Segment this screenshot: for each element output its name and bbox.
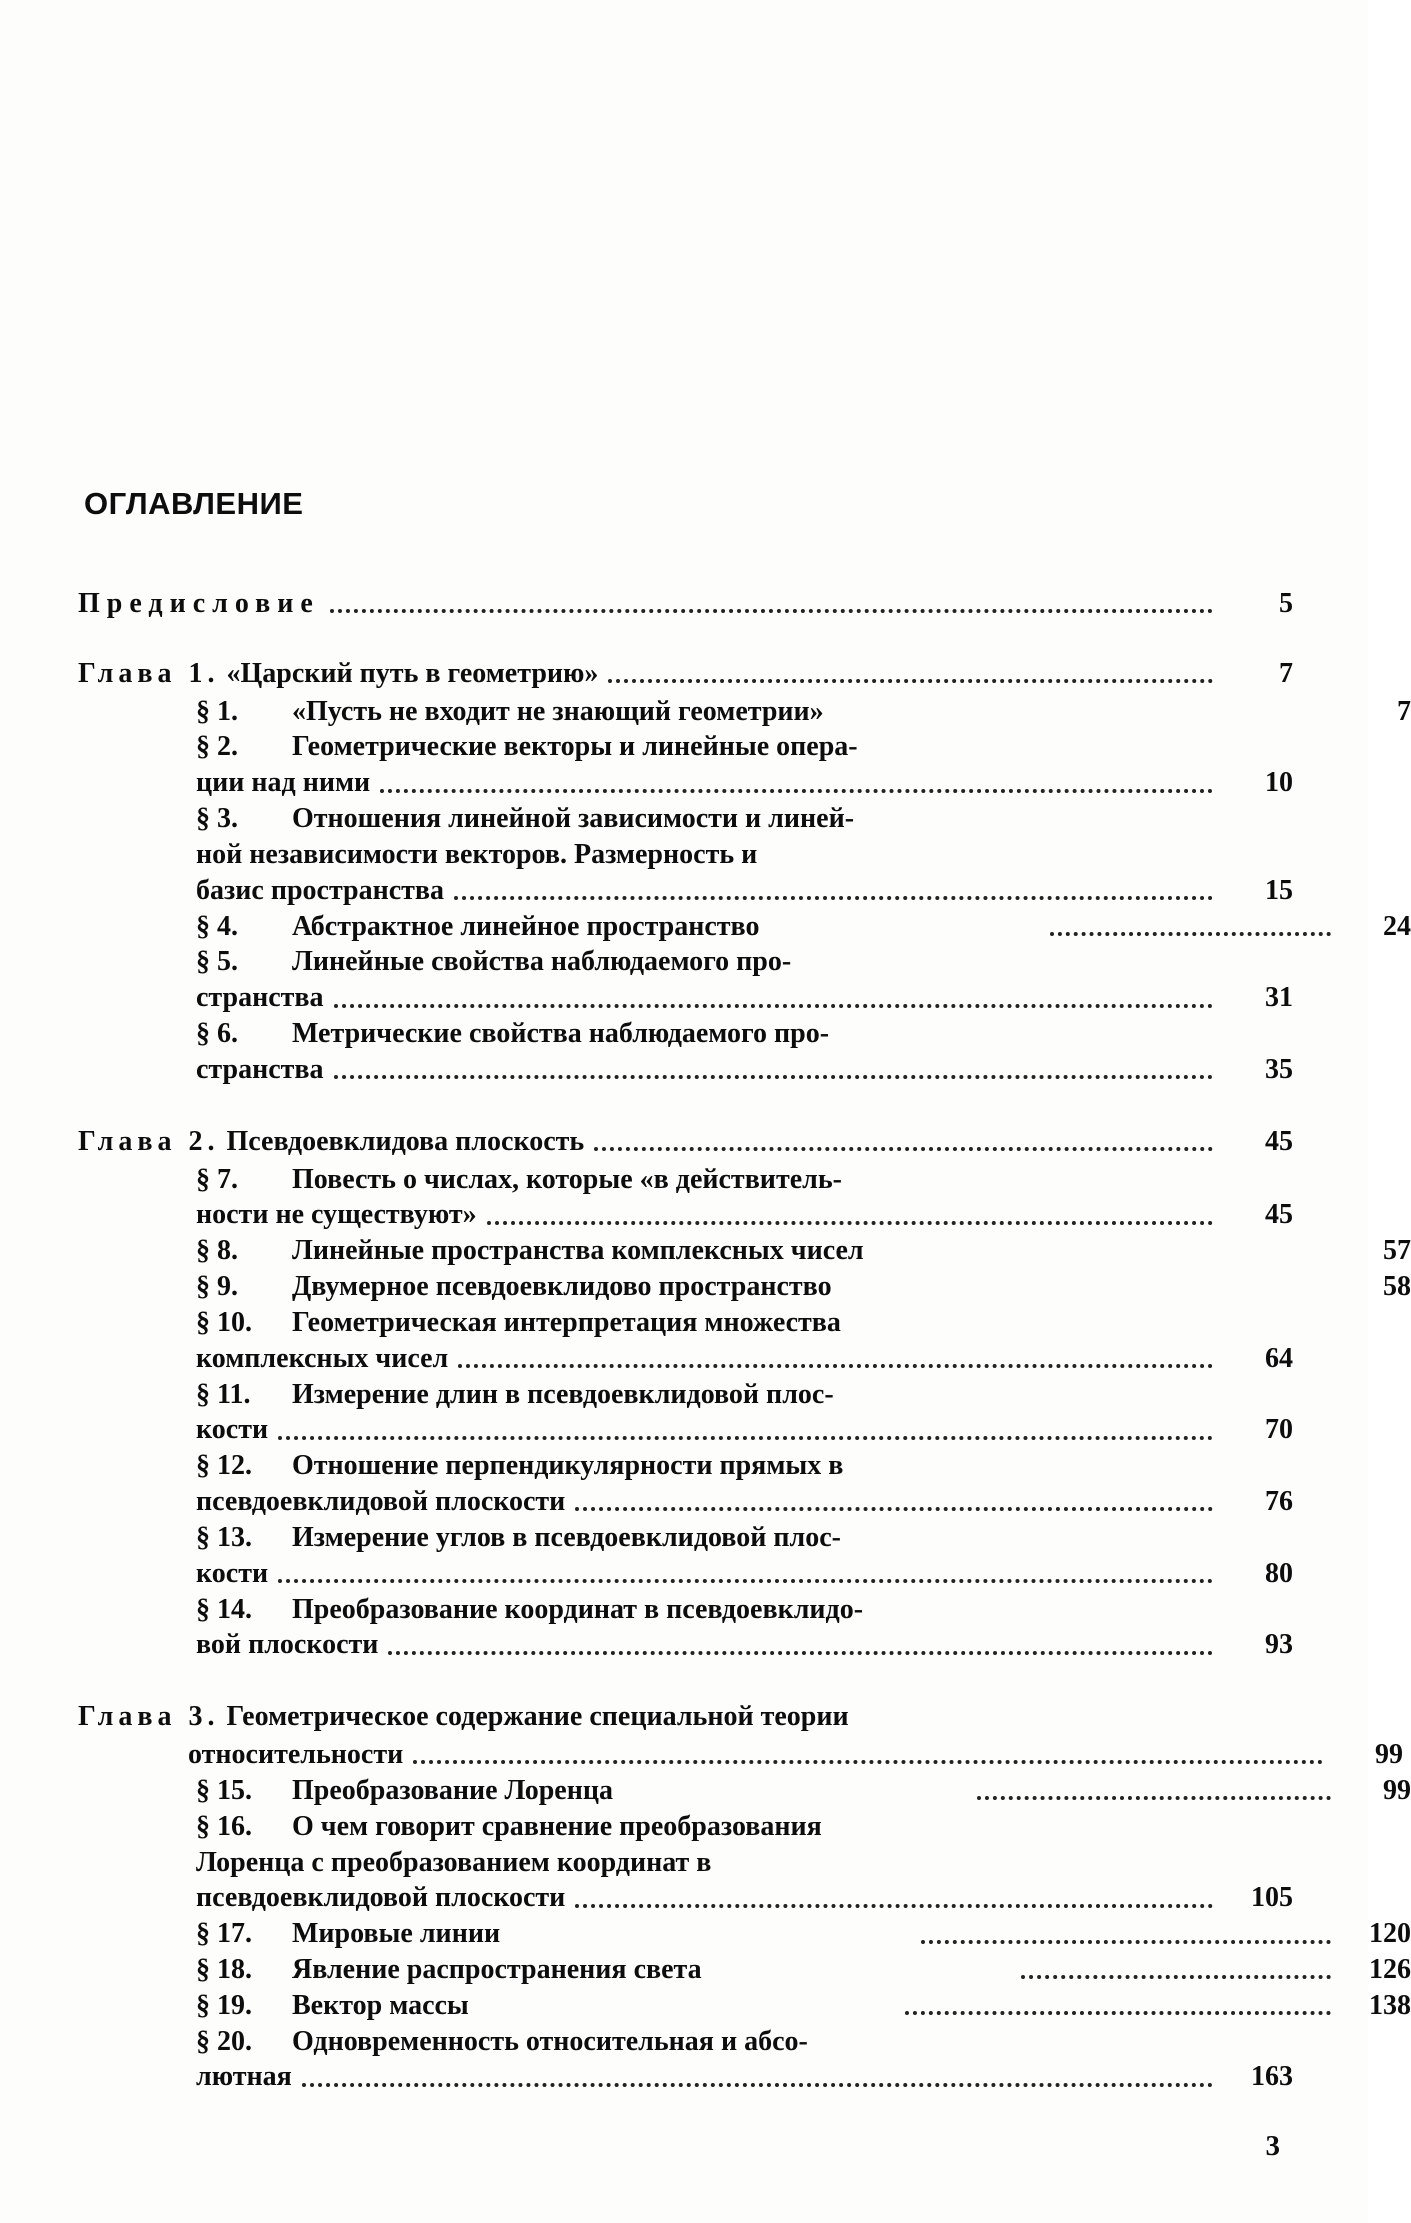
section-20-text-line2: лютная — [196, 2061, 292, 2093]
section-3-mark: § 3. — [196, 803, 238, 835]
toc-entry-section-13[interactable] — [78, 1520, 1293, 1592]
chapter-3-title: Геометрическое содержание специальной теории — [226, 1701, 849, 1733]
section-13-line-1 — [196, 1520, 1293, 1556]
spacer — [78, 1094, 1293, 1124]
dot-leader — [454, 881, 1213, 909]
section-11-line-1 — [196, 1377, 1293, 1413]
dot-leader — [458, 1349, 1213, 1377]
dot-leader — [1050, 916, 1331, 944]
dot-leader — [905, 1996, 1331, 2024]
footer-page-number: 3 — [1265, 2130, 1280, 2162]
section-9-text: Двумерное псевдоевклидово пространство — [292, 1271, 832, 1303]
section-8-mark: § 8. — [196, 1235, 238, 1267]
dot-leader — [608, 664, 1213, 692]
section-11-page: 70 — [1265, 1414, 1293, 1446]
toc-entry-section-15[interactable] — [78, 1773, 1411, 1809]
dot-leader — [575, 1492, 1213, 1520]
dot-leader — [1021, 1960, 1331, 1988]
chapter-2-title: Псевдоевклидова плоскость — [226, 1125, 585, 1157]
section-4-page: 24 — [1383, 910, 1411, 942]
toc-entry-section-14[interactable] — [78, 1592, 1293, 1664]
toc-entry-section-20[interactable] — [78, 2024, 1293, 2096]
chapter-1-label — [78, 656, 598, 692]
toc-entry-section-17[interactable] — [78, 1916, 1411, 1952]
section-3-text-line2: ной независимости векторов. Размерность и — [196, 838, 758, 870]
section-19-page: 138 — [1369, 1989, 1411, 2021]
section-7-text-line1: Повесть о числах, которые «в действитель- — [292, 1163, 842, 1195]
chapter-2-label — [78, 1124, 584, 1160]
toc-entry-section-8[interactable] — [78, 1233, 1411, 1269]
chapter-1-prefix: Глава 1. — [78, 657, 220, 689]
section-13-mark: § 13. — [196, 1521, 252, 1553]
chapter-3-label — [78, 1699, 849, 1735]
section-12-text-line2: псевдоевклидовой плоскости — [196, 1486, 566, 1518]
toc-entry-section-6[interactable] — [78, 1016, 1293, 1088]
dot-leader — [977, 1781, 1331, 1809]
section-2-line-2 — [196, 765, 1293, 801]
section-7-text-line2: ности не существуют» — [196, 1199, 477, 1231]
dot-leader — [330, 594, 1213, 622]
section-5-mark: § 5. — [196, 946, 238, 978]
section-15-page: 99 — [1383, 1774, 1411, 1806]
dot-leader — [278, 1420, 1213, 1448]
section-5-line-1 — [196, 944, 1293, 980]
preface-label: Предисловие — [78, 588, 320, 619]
chapter-heading-3-line2 — [78, 1737, 1403, 1773]
dot-leader — [334, 1060, 1213, 1088]
toc-entry-section-5[interactable] — [78, 944, 1293, 1016]
section-7-page: 45 — [1265, 1199, 1293, 1231]
section-6-line-1 — [196, 1016, 1293, 1052]
section-16-line-3 — [196, 1880, 1293, 1916]
section-6-line-2 — [196, 1052, 1293, 1088]
section-1-page: 7 — [1397, 695, 1411, 727]
section-20-line-1 — [196, 2024, 1293, 2060]
section-13-line-2 — [196, 1556, 1293, 1592]
toc-entry-section-7[interactable] — [78, 1162, 1293, 1234]
section-12-line-1 — [196, 1448, 1293, 1484]
section-5-text-line2: странства — [196, 982, 324, 1014]
section-13-text-line2: кости — [196, 1557, 269, 1589]
chapter-2-block — [78, 1124, 1411, 1663]
section-18-text: Явление распространения света — [292, 1953, 702, 1985]
section-3-line-1 — [196, 801, 1293, 837]
section-5-line-2 — [196, 980, 1293, 1016]
dot-leader — [413, 1745, 1323, 1773]
section-10-line-2 — [196, 1341, 1293, 1377]
section-18-mark: § 18. — [196, 1953, 252, 1985]
toc-entry-section-12[interactable] — [78, 1448, 1293, 1520]
chapter-2-page: 45 — [1265, 1125, 1293, 1157]
section-11-text-line1: Измерение длин в псевдоевклидовой плос- — [292, 1378, 834, 1410]
section-12-mark: § 12. — [196, 1450, 252, 1482]
section-16-text-line3: псевдоевклидовой плоскости — [196, 1882, 566, 1914]
toc-entry-section-2[interactable] — [78, 729, 1293, 801]
toc-entry-section-1[interactable] — [78, 694, 1411, 730]
section-12-page: 76 — [1265, 1486, 1293, 1518]
section-20-page: 163 — [1251, 2061, 1293, 2093]
section-10-line-1 — [196, 1305, 1293, 1341]
section-3-text-line3: базис пространства — [196, 874, 445, 906]
section-17-text: Мировые линии — [292, 1918, 501, 1950]
toc-entry-section-3[interactable] — [78, 801, 1293, 908]
section-17-mark: § 17. — [196, 1918, 252, 1950]
section-16-mark: § 16. — [196, 1810, 252, 1842]
toc-content — [78, 486, 1411, 2101]
toc-entry-section-10[interactable] — [78, 1305, 1293, 1377]
section-7-line-1 — [196, 1162, 1293, 1198]
dot-leader — [487, 1205, 1213, 1233]
section-17-page: 120 — [1369, 1918, 1411, 1950]
section-2-text-line1: Геометрические векторы и линейные опера- — [292, 731, 858, 763]
section-13-page: 80 — [1265, 1557, 1293, 1589]
toc-entry-section-19[interactable] — [78, 1988, 1411, 2024]
section-16-text-line1: О чем говорит сравнение преобразования — [292, 1810, 822, 1842]
section-8-text: Линейные пространства комплексных чисел — [292, 1235, 864, 1267]
section-4-mark: § 4. — [196, 910, 238, 942]
section-6-mark: § 6. — [196, 1018, 238, 1050]
dot-leader — [921, 1924, 1331, 1952]
dot-leader — [388, 1635, 1213, 1663]
preface-page: 5 — [1279, 588, 1293, 619]
section-11-text-line2: кости — [196, 1414, 269, 1446]
section-7-mark: § 7. — [196, 1163, 238, 1195]
section-2-text-line2: ции над ними — [196, 767, 371, 799]
section-10-page: 64 — [1265, 1342, 1293, 1374]
section-10-mark: § 10. — [196, 1306, 252, 1338]
dot-leader — [575, 1888, 1213, 1916]
chapter-2-prefix: Глава 2. — [78, 1125, 220, 1157]
section-11-mark: § 11. — [196, 1378, 251, 1410]
section-14-mark: § 14. — [196, 1593, 252, 1625]
toc-entry-section-18[interactable] — [78, 1952, 1411, 1988]
section-3-line-3 — [196, 873, 1293, 909]
toc-entry-section-4[interactable] — [78, 909, 1411, 945]
section-16-text-line2: Лоренца с преобразованием координат в — [196, 1846, 712, 1878]
chapter-heading-2[interactable] — [78, 1124, 1293, 1160]
section-12-line-2 — [196, 1484, 1293, 1520]
toc-entry-section-11[interactable] — [78, 1377, 1293, 1449]
section-3-page: 15 — [1265, 874, 1293, 906]
section-14-line-2 — [196, 1627, 1293, 1663]
section-20-mark: § 20. — [196, 2025, 252, 2057]
section-9-mark: § 9. — [196, 1271, 238, 1303]
section-13-text-line1: Измерение углов в псевдоевклидовой плос- — [292, 1521, 841, 1553]
section-2-line-1 — [196, 729, 1293, 765]
chapter-3-page: 99 — [1375, 1739, 1403, 1771]
dot-leader — [278, 1564, 1213, 1592]
section-14-text-line2: вой плоскости — [196, 1629, 379, 1661]
section-6-text-line1: Метрические свойства наблюдаемого про- — [292, 1018, 830, 1050]
section-1-text: «Пусть не входит не знающий геометрии» — [292, 695, 824, 727]
section-2-page: 10 — [1265, 767, 1293, 799]
chapter-3-prefix: Глава 3. — [78, 1701, 220, 1733]
dot-leader — [594, 1132, 1213, 1160]
section-15-text: Преобразование Лоренца — [292, 1774, 613, 1806]
toc-entry-section-9[interactable] — [78, 1269, 1411, 1305]
chapter-1-block — [78, 656, 1411, 1088]
dot-leader — [302, 2067, 1213, 2095]
section-20-line-2 — [196, 2059, 1293, 2095]
toc-entry-preface[interactable] — [78, 586, 1293, 622]
section-7-line-2 — [196, 1197, 1293, 1233]
section-9-page: 58 — [1383, 1271, 1411, 1303]
section-16-page: 105 — [1251, 1882, 1293, 1914]
toc-entry-section-16[interactable] — [78, 1809, 1293, 1916]
dot-leader — [334, 988, 1213, 1016]
section-3-text-line1: Отношения линейной зависимости и линей- — [292, 803, 855, 835]
section-5-page: 31 — [1265, 982, 1293, 1014]
section-10-text-line1: Геометрическая интерпретация множества — [292, 1306, 841, 1338]
section-14-page: 93 — [1265, 1629, 1293, 1661]
section-10-text-line2: комплексных чисел — [196, 1342, 449, 1374]
chapter-heading-1[interactable] — [78, 656, 1293, 692]
section-16-line-1 — [196, 1809, 1293, 1845]
page-title: ОГЛАВЛЕНИЕ — [84, 486, 304, 521]
section-19-text: Вектор массы — [292, 1989, 469, 2021]
chapter-1-title: «Царский путь в геометрию» — [226, 657, 599, 689]
dot-leader — [380, 773, 1213, 801]
section-14-text-line1: Преобразование координат в псевдоевклидо- — [292, 1593, 864, 1625]
section-18-page: 126 — [1369, 1953, 1411, 1985]
section-15-mark: § 15. — [196, 1774, 252, 1806]
section-8-page: 57 — [1383, 1235, 1411, 1267]
section-11-line-2 — [196, 1412, 1293, 1448]
section-3-line-2 — [196, 837, 1293, 873]
section-12-text-line1: Отношение перпендикулярности прямых в — [292, 1450, 844, 1482]
section-16-line-2 — [196, 1845, 1293, 1881]
section-1-mark: § 1. — [196, 695, 238, 727]
section-5-text-line1: Линейные свойства наблюдаемого про- — [292, 946, 792, 978]
section-14-line-1 — [196, 1592, 1293, 1628]
spacer — [78, 1669, 1293, 1699]
section-20-text-line1: Одновременность относительная и абсо- — [292, 2025, 808, 2057]
chapter-3-block — [78, 1699, 1411, 2095]
section-6-text-line2: странства — [196, 1053, 324, 1085]
chapter-1-page: 7 — [1279, 657, 1293, 689]
chapter-heading-3-line1[interactable] — [78, 1699, 1293, 1735]
section-19-mark: § 19. — [196, 1989, 252, 2021]
section-6-page: 35 — [1265, 1053, 1293, 1085]
chapter-3-title-line2: относительности — [188, 1739, 404, 1771]
section-4-text: Абстрактное линейное пространство — [292, 910, 760, 942]
section-2-mark: § 2. — [196, 731, 238, 763]
